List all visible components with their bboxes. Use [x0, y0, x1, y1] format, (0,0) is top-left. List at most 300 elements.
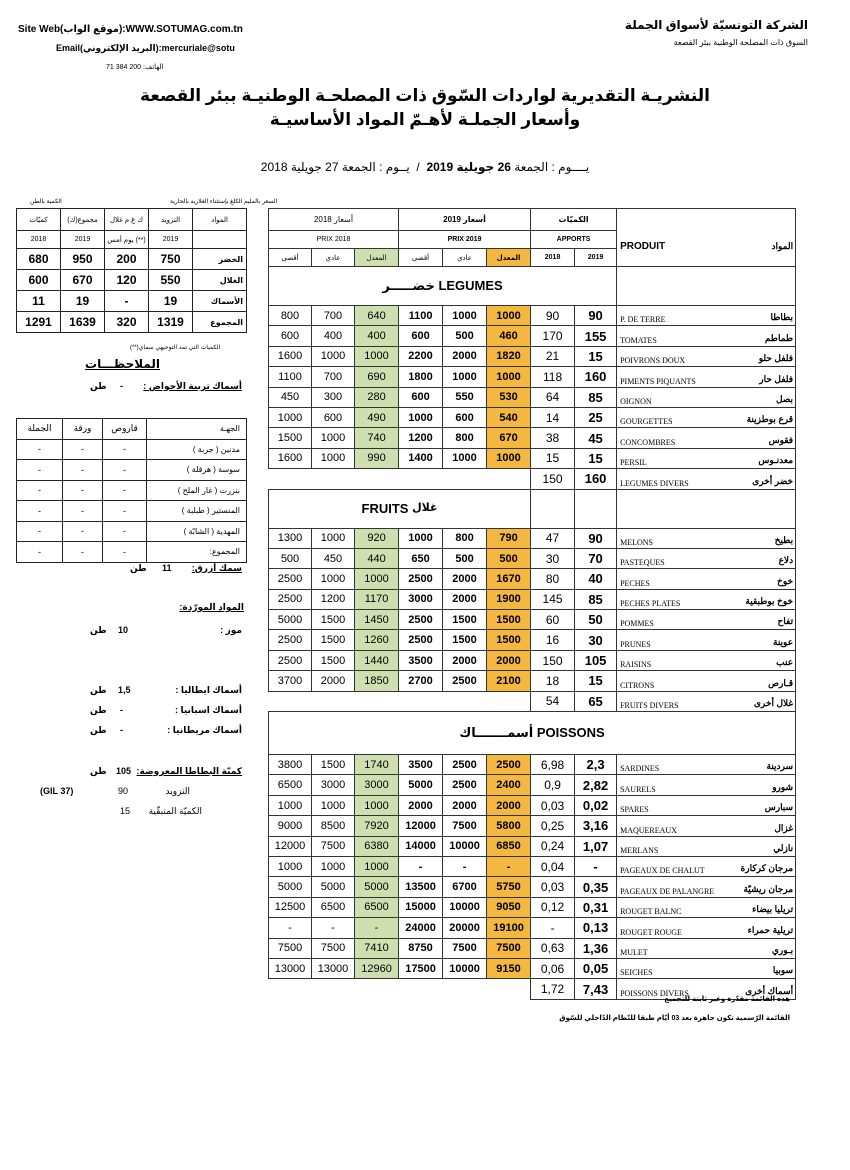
normal-2018-cell: 1000: [312, 856, 355, 876]
apports-2018-cell: 64: [531, 387, 575, 407]
apports-2019-cell: 15: [575, 448, 617, 468]
apports-2019-cell: 15: [575, 671, 617, 691]
avg-2019-cell: 1900: [487, 589, 531, 609]
product-name-fr: ROUGET ROUGE: [620, 927, 682, 937]
avg-2018-cell: 400: [355, 326, 399, 346]
year-2019-header: 2019: [575, 249, 617, 267]
gh-region-cell: مدنين ( جربة ): [147, 439, 247, 460]
apports-2018-cell: 0,63: [531, 938, 575, 958]
max-2019-cell: 14000: [399, 836, 443, 856]
gh-region-cell: المجموع:: [147, 542, 247, 563]
normal-2019-cell: 2000: [443, 795, 487, 815]
product-cell: [617, 548, 796, 568]
normal-2019-cell: 800: [443, 428, 487, 448]
normal-2018-cell: 1000: [312, 346, 355, 366]
product-cell: [617, 836, 796, 856]
max-2018-cell: 2500: [269, 650, 312, 670]
max-2018-cell: 1600: [269, 346, 312, 366]
section-fruits: FRUITS $^{غلال}$: [269, 489, 531, 528]
product-cell: [617, 326, 796, 346]
product-name-fr: PRUNES: [620, 639, 651, 649]
avg-2019-cell: 7500: [487, 938, 531, 958]
normal-2018-cell: 1000: [312, 528, 355, 548]
gh-total-cell: -: [17, 460, 63, 481]
farm-fish-table: [16, 418, 247, 563]
max-2019-cell: 1100: [399, 306, 443, 326]
table-row: [269, 326, 796, 346]
normal-2018-cell: 1000: [312, 569, 355, 589]
gil-code: (GIL 37): [40, 786, 74, 796]
product-name-fr: SEICHES: [620, 968, 653, 978]
apports-2018-cell: 0,25: [531, 816, 575, 836]
product-cell: [617, 306, 796, 326]
product-name-ar: خوخ بوطبقية: [745, 596, 794, 607]
table-row: [17, 439, 247, 460]
apports-2019-cell: 0,05: [575, 958, 617, 978]
gh-warka-header: ورقة: [63, 419, 103, 440]
product-name-ar: مرجان كركارة: [740, 863, 794, 874]
normal-2019-cell: -: [443, 856, 487, 876]
avg-2018-cell: 7410: [355, 938, 399, 958]
max-2019-header: أقصى: [399, 249, 443, 267]
summary-row: 1291 1639 320 1319 المجموع: [17, 312, 247, 333]
normal-2018-cell: 2000: [312, 671, 355, 691]
table-row: [269, 630, 796, 650]
product-cell: [617, 469, 796, 489]
supply-year: 2019: [149, 231, 193, 249]
product-cell: [617, 816, 796, 836]
ton-unit: طن: [90, 766, 107, 776]
product-name-fr: MELONS: [620, 537, 653, 547]
farm-fish-label: أسماك تربية الأحواض :: [143, 381, 242, 391]
max-2019-cell: 600: [399, 387, 443, 407]
email-text: Email(البريد الإلكتروني):mercuriale@sotu: [56, 43, 235, 53]
banana-value: 10: [118, 625, 129, 635]
product-cell: [617, 938, 796, 958]
avg-2018-cell: -: [355, 918, 399, 938]
max-2019-cell: 8750: [399, 938, 443, 958]
normal-2019-cell: 2000: [443, 589, 487, 609]
product-cell: [617, 755, 796, 775]
product-cell: [617, 671, 796, 691]
avg-2019-cell: 2000: [487, 795, 531, 815]
max-2019-cell: 1000: [399, 528, 443, 548]
max-2018-cell: 1300: [269, 528, 312, 548]
product-name-ar: غلال أخرى: [753, 698, 794, 709]
product-name-ar: فلفل حار: [759, 373, 794, 384]
avg-2019-cell: 460: [487, 326, 531, 346]
gh-farous-cell: -: [103, 439, 147, 460]
product-name-ar: قرع بوطزينة: [746, 414, 794, 425]
avg-2018-header: المعدل: [355, 249, 399, 267]
apports-2018-cell: 0,03: [531, 795, 575, 815]
gh-total-cell: -: [17, 542, 63, 563]
normal-2019-cell: 2500: [443, 671, 487, 691]
gh-farous-cell: -: [103, 460, 147, 481]
avg-2018-cell: 1740: [355, 755, 399, 775]
blue-fish-label: سمك أزرق:: [191, 563, 242, 573]
gh-region-cell: المهدية ( الشابّة ): [147, 521, 247, 542]
product-name-ar: بطيخ: [774, 534, 794, 545]
market-name: السوق ذات المصلحة الوطنية ببئر القصعة: [673, 38, 808, 47]
product-cell: [617, 346, 796, 366]
product-cell: [617, 407, 796, 427]
table-row: [269, 877, 796, 897]
avg-2018-cell: 690: [355, 367, 399, 387]
max-2019-cell: 3500: [399, 650, 443, 670]
max-2018-cell: 1600: [269, 448, 312, 468]
total-year: 2019: [61, 231, 105, 249]
max-2018-cell: 1500: [269, 428, 312, 448]
max-2019-cell: 2500: [399, 610, 443, 630]
gh-warka-cell: -: [63, 480, 103, 501]
table-row: [269, 469, 796, 489]
apports-2019-cell: 90: [575, 528, 617, 548]
ton-unit: طن: [90, 625, 107, 635]
table-row: [269, 548, 796, 568]
product-name-ar: تريلية حمراء: [747, 924, 794, 935]
table-row: [269, 387, 796, 407]
table-row: [269, 775, 796, 795]
normal-2018-cell: 1500: [312, 610, 355, 630]
company-block: [625, 18, 808, 47]
gh-farous-cell: -: [103, 542, 147, 563]
apports-2019-cell: 155: [575, 326, 617, 346]
table-row: [269, 836, 796, 856]
apports-2018-cell: 47: [531, 528, 575, 548]
product-name-fr: MAQUEREAUX: [620, 825, 677, 835]
product-cell: [617, 610, 796, 630]
qty-year: 2018: [17, 231, 61, 249]
mauritania-value: -: [120, 725, 123, 735]
table-row: [269, 795, 796, 815]
potato-label: كميّة البطاطا المعروضة:: [136, 766, 242, 776]
apports-2018-cell: 0,06: [531, 958, 575, 978]
normal-2019-cell: 6700: [443, 877, 487, 897]
total-header: مجموع(ك): [61, 209, 105, 231]
product-cell: [617, 589, 796, 609]
ton-unit: طن: [90, 381, 107, 391]
normal-2018-cell: 3000: [312, 775, 355, 795]
max-2019-cell: 3500: [399, 755, 443, 775]
product-name-ar: سبارس: [764, 802, 794, 813]
normal-2019-cell: 10000: [443, 958, 487, 978]
table-row: [269, 346, 796, 366]
gh-total-cell: -: [17, 501, 63, 522]
apports-2018-cell: 90: [531, 306, 575, 326]
avg-2019-cell: 530: [487, 387, 531, 407]
product-cell: [617, 367, 796, 387]
gh-total-cell: -: [17, 480, 63, 501]
apports-2018-cell: 30: [531, 548, 575, 568]
product-name-ar: فقوس: [768, 434, 794, 445]
normal-2018-cell: 5000: [312, 877, 355, 897]
normal-2018-cell: 700: [312, 367, 355, 387]
title-line-2: وأسعار الجملـة لأهـمّ المواد الأساسيـة: [269, 110, 581, 129]
apports-2018-cell: 16: [531, 630, 575, 650]
product-name-fr: SPARES: [620, 805, 649, 815]
max-2018-cell: 2500: [269, 569, 312, 589]
avg-2019-cell: 5750: [487, 877, 531, 897]
apports-2018-cell: 15: [531, 448, 575, 468]
apports-2018-cell: 118: [531, 367, 575, 387]
apports-2019-cell: 1,36: [575, 938, 617, 958]
product-name-fr: LEGUMES DIVERS: [620, 478, 689, 488]
product-name-fr: SARDINES: [620, 764, 660, 774]
product-name-fr: PECHES: [620, 578, 650, 588]
normal-2018-cell: 1000: [312, 428, 355, 448]
normal-2019-cell: 7500: [443, 816, 487, 836]
product-name-ar: دلاع: [778, 555, 794, 566]
summary-row: 11 19 - 19 الأسماك: [17, 291, 247, 312]
product-name-ar: خضر أخرى: [752, 475, 794, 486]
normal-2019-cell: 500: [443, 326, 487, 346]
max-2018-cell: 5000: [269, 610, 312, 630]
apports-2019-cell: 65: [575, 691, 617, 711]
apports-2019-cell: 85: [575, 589, 617, 609]
max-2019-cell: 1200: [399, 428, 443, 448]
normal-2018-cell: 450: [312, 548, 355, 568]
product-name-fr: PECHES PLATES: [620, 599, 681, 609]
avg-2019-cell: 1820: [487, 346, 531, 366]
avg-2019-cell: 1000: [487, 367, 531, 387]
apports-2018-cell: 0,9: [531, 775, 575, 795]
product-cell: [617, 428, 796, 448]
max-2018-cell: 9000: [269, 816, 312, 836]
apports-2019-cell: 3,16: [575, 816, 617, 836]
avg-2019-cell: 670: [487, 428, 531, 448]
normal-2019-cell: 10000: [443, 897, 487, 917]
avg-2018-cell: 740: [355, 428, 399, 448]
apports-2018-cell: 38: [531, 428, 575, 448]
apports-2018-cell: 0,12: [531, 897, 575, 917]
product-name-fr: SAURELS: [620, 784, 656, 794]
normal-2019-cell: 550: [443, 387, 487, 407]
normal-2019-cell: 500: [443, 548, 487, 568]
max-2019-cell: 2500: [399, 630, 443, 650]
normal-2018-cell: 8500: [312, 816, 355, 836]
max-2019-cell: 1000: [399, 407, 443, 427]
normal-2018-cell: 1200: [312, 589, 355, 609]
footer-note-1: هذه القائمة مقدّرة وغير ثابتة للتجميع: [664, 996, 790, 1003]
imports-heading: المواد المورّدة:: [179, 602, 244, 612]
max-2019-cell: 17500: [399, 958, 443, 978]
table-row: [17, 480, 247, 501]
product-name-fr: POMMES: [620, 619, 654, 629]
product-cell: [617, 897, 796, 917]
summary-row: 680 950 200 750 الخضر: [17, 249, 247, 270]
supply-value: 90: [118, 786, 129, 796]
max-2019-cell: 1400: [399, 448, 443, 468]
gh-total-cell: -: [17, 439, 63, 460]
avg-2019-cell: 2500: [487, 755, 531, 775]
product-name-fr: PAGEAUX DE CHALUT: [620, 866, 705, 876]
italy-value: 1,5: [118, 685, 131, 695]
table-row: [269, 897, 796, 917]
apports-2019-cell: 0,31: [575, 897, 617, 917]
avg-2019-cell: 500: [487, 548, 531, 568]
apports-2018-cell: 80: [531, 569, 575, 589]
apports-2019-cell: 105: [575, 650, 617, 670]
gh-total-cell: -: [17, 521, 63, 542]
avg-2018-cell: 640: [355, 306, 399, 326]
avg-2019-cell: 6850: [487, 836, 531, 856]
avg-2019-cell: 19100: [487, 918, 531, 938]
avg-2019-cell: 2100: [487, 671, 531, 691]
gh-farous-cell: -: [103, 521, 147, 542]
normal-2019-cell: 1000: [443, 367, 487, 387]
product-cell: [617, 650, 796, 670]
website-text: Site Web(موقع الواب):WWW.SOTUMAG.com.tn: [18, 24, 243, 35]
product-name-fr: PASTEQUES: [620, 558, 665, 568]
apports-2019-cell: 85: [575, 387, 617, 407]
product-cell: [617, 877, 796, 897]
apports-2018-cell: 0,04: [531, 856, 575, 876]
normal-2018-header: عادي: [312, 249, 355, 267]
normal-2018-cell: 13000: [312, 958, 355, 978]
product-name-ar: طماطم: [764, 332, 794, 343]
avg-2018-cell: 490: [355, 407, 399, 427]
table-row: [269, 528, 796, 548]
normal-2019-cell: 800: [443, 528, 487, 548]
avg-2018-cell: 1000: [355, 856, 399, 876]
product-name-fr: MULET: [620, 947, 648, 957]
normal-2019-cell: 1000: [443, 306, 487, 326]
avg-2018-cell: 990: [355, 448, 399, 468]
normal-2018-cell: -: [312, 918, 355, 938]
avg-2018-cell: 1260: [355, 630, 399, 650]
prices-2018-header: أسعار 2018: [269, 209, 399, 231]
product-name-fr: TOMATES: [620, 335, 657, 345]
avg-2018-cell: 1850: [355, 671, 399, 691]
phone-text: الهاتف: 200 384 71: [106, 64, 164, 71]
max-2018-header: أقصى: [269, 249, 312, 267]
avg-2019-cell: 1500: [487, 630, 531, 650]
max-2018-cell: 1000: [269, 407, 312, 427]
prix-2018-header: PRIX 2018: [269, 231, 399, 249]
banana-label: موز :: [220, 625, 242, 635]
max-2019-cell: 2500: [399, 569, 443, 589]
apports-2019-cell: 2,82: [575, 775, 617, 795]
avg-2018-cell: 6380: [355, 836, 399, 856]
product-cell: [617, 795, 796, 815]
table-row: [269, 856, 796, 876]
apports-2019-cell: 0,13: [575, 918, 617, 938]
max-2019-cell: -: [399, 856, 443, 876]
section-legumes: خضـــــر LEGUMES: [269, 267, 617, 306]
apports-2018-cell: 0,03: [531, 877, 575, 897]
apports-2019-cell: 25: [575, 407, 617, 427]
apports-2019-cell: 40: [575, 569, 617, 589]
avg-2019-cell: 9150: [487, 958, 531, 978]
apports-2019-cell: 15: [575, 346, 617, 366]
avg-2018-cell: 1440: [355, 650, 399, 670]
ton-unit: طن: [90, 705, 107, 715]
normal-2019-cell: 1000: [443, 448, 487, 468]
ton-unit: طن: [130, 563, 147, 573]
product-name-ar: تفاح: [777, 616, 794, 627]
avg-2018-cell: 1170: [355, 589, 399, 609]
max-2019-cell: 600: [399, 326, 443, 346]
product-cell: [617, 918, 796, 938]
max-2019-cell: 15000: [399, 897, 443, 917]
max-2018-cell: 7500: [269, 938, 312, 958]
avg-2018-cell: 920: [355, 528, 399, 548]
avg-2018-cell: 1450: [355, 610, 399, 630]
apports-2018-cell: 18: [531, 671, 575, 691]
gh-farous-header: قاروص: [103, 419, 147, 440]
normal-2018-cell: 1500: [312, 650, 355, 670]
potato-value: 105: [116, 766, 132, 776]
max-2018-cell: 450: [269, 387, 312, 407]
italy-label: أسماك ايطاليا :: [175, 685, 242, 695]
mawad-header: المواد: [193, 209, 247, 231]
normal-2018-cell: 300: [312, 387, 355, 407]
summary-table: [16, 208, 247, 333]
normal-2018-cell: 700: [312, 306, 355, 326]
product-name-fr: PAGEAUX DE PALANGRE: [620, 886, 715, 896]
max-2019-cell: 3000: [399, 589, 443, 609]
qty-note: الكمية بالطن: [30, 199, 62, 205]
product-name-fr: ROUGET BALNC: [620, 907, 682, 917]
avg-2018-cell: 5000: [355, 877, 399, 897]
normal-2019-cell: 10000: [443, 836, 487, 856]
normal-2019-header: عادي: [443, 249, 487, 267]
avg-2019-cell: 1500: [487, 610, 531, 630]
max-2018-cell: 5000: [269, 877, 312, 897]
max-2019-cell: 650: [399, 548, 443, 568]
ton-unit: طن: [90, 685, 107, 695]
normal-2018-cell: 6500: [312, 897, 355, 917]
normal-2018-cell: 600: [312, 407, 355, 427]
product-name-ar: قـارص: [768, 677, 794, 688]
table-row: [269, 306, 796, 326]
avg-2019-cell: 9050: [487, 897, 531, 917]
apports-header: APPORTS: [531, 231, 617, 249]
product-cell: [617, 691, 796, 711]
product-cell: [617, 448, 796, 468]
product-name-fr: P. DE TERRE: [620, 315, 666, 325]
apports-2019-cell: 160: [575, 367, 617, 387]
gh-region-cell: بنزرت ( غار الملح ): [147, 480, 247, 501]
year-2018-header: 2018: [531, 249, 575, 267]
supply-label: التزويد: [165, 786, 190, 796]
gh-warka-cell: -: [63, 501, 103, 522]
table-row: [269, 691, 796, 711]
max-2018-cell: 3700: [269, 671, 312, 691]
max-2018-cell: 12500: [269, 897, 312, 917]
max-2018-cell: 6500: [269, 775, 312, 795]
normal-2019-cell: 600: [443, 407, 487, 427]
avg-2019-header: المعدل: [487, 249, 531, 267]
qty-header: كميّات: [17, 209, 61, 231]
kgh-header: ك غ م غلال: [105, 209, 149, 231]
table-row: [269, 589, 796, 609]
gh-warka-cell: -: [63, 542, 103, 563]
apports-2018-cell: 6,98: [531, 755, 575, 775]
apports-2018-cell: 0,24: [531, 836, 575, 856]
apports-2019-cell: 70: [575, 548, 617, 568]
apports-2019-cell: 0,02: [575, 795, 617, 815]
avg-2018-cell: 7920: [355, 816, 399, 836]
kgh-sub: يوم أمس (**): [105, 231, 149, 249]
date-2018: يــوم : الجمعة 27 جويلية 2018: [260, 160, 410, 174]
notes-heading: الملاحظـــات: [85, 357, 160, 371]
apports-2019-cell: 30: [575, 630, 617, 650]
table-row: [17, 542, 247, 563]
avg-2018-cell: 6500: [355, 897, 399, 917]
product-name-ar: خوخ: [777, 575, 794, 586]
